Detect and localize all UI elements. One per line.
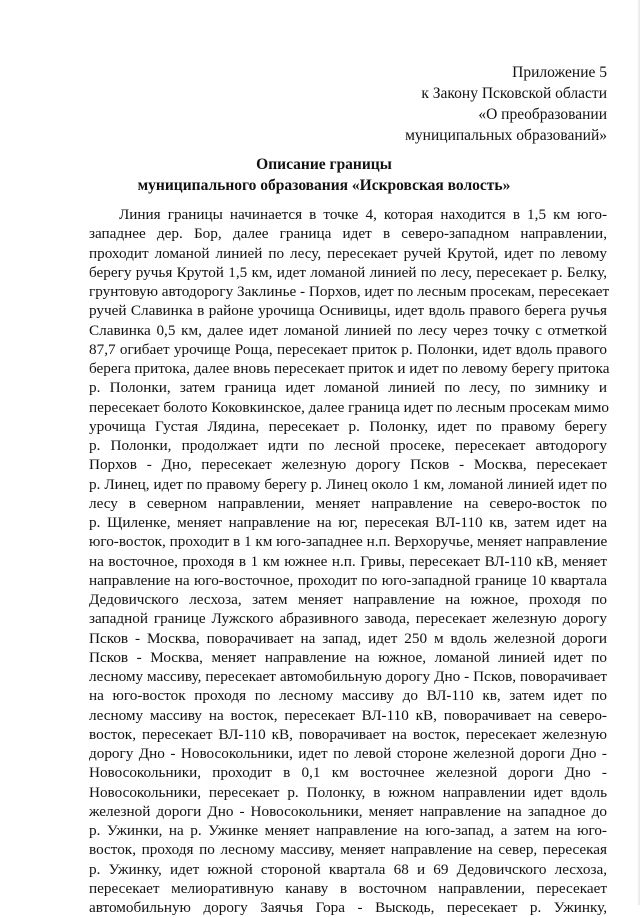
text-line: ручей Славинка в районе урочища Оснивицы, идет вдоль правого берега ручья (89, 302, 607, 320)
text-line: на юго-восток проходя по лесному массиву до ВЛ-110 кв, затем идет по (89, 687, 607, 705)
appendix-header (307, 62, 607, 146)
text-line: Псков - Москва, поворачивает на запад, идет 250 м вдоль железной дороги (89, 629, 607, 647)
text-line: р. Щиленке, меняет направление на юг, пересекая ВЛ-110 кв, затем идет на (89, 514, 607, 531)
text-line: Новосокольники, пересекает р. Полонку, в южном направлении идет вдоль (89, 783, 607, 801)
boundary-description (89, 205, 610, 917)
text-line: грунтовую автодорогу Заклинье - Порхов, идет по лесным просекам, пересекает (89, 283, 610, 300)
text-line: Новосокольники, проходит в 0,1 км восточнее железной дороги Дно - (89, 764, 607, 782)
text-line: 87,7 огибает урочище Роща, пересекает приток р. Полонки, идет вдоль правого (89, 340, 607, 358)
text-line: проходит ломаной линией по лесу, пересекает ручей Крутой, идет по левому (89, 244, 607, 262)
text-line: восток, пересекает ВЛ-110 кВ, поворачивает на восток, пересекает железную (89, 725, 607, 743)
title-line-2: муниципального образования «Искровская волость» (137, 177, 511, 194)
text-line: р. Полонки, затем граница идет ломаной линией по лесу, по зимнику и (89, 379, 607, 397)
text-line: Линия границы начинается в точке 4, которая находится в 1,5 км юго- (119, 206, 607, 223)
text-line: западнее дер. Бор, далее граница идет в северо-западном направлении, (89, 225, 607, 243)
text-line: Дедовичского лесхоза, затем меняет направление на южное, проходя по (89, 591, 607, 608)
appendix-line: Приложение 5 (512, 64, 607, 81)
text-line: на восточное, проходя в 1 км южнее н.п. Гривы, пересекает ВЛ-110 кВ, меняет (89, 552, 607, 570)
appendix-line: муниципальных образований» (405, 127, 607, 144)
text-line: пересекает мелиоративную канаву в восточном направлении, пересекает (89, 879, 607, 897)
text-line: юго-восток, проходит в 1 км юго-западнее н.п. Верхоручье, меняет направление (89, 533, 608, 551)
text-line: урочища Густая Лядина, пересекает р. Полонку, идет по правому берегу (89, 417, 607, 435)
text-line: Славинка 0,5 км, далее идет ломаной линией по лесу через точку с отметкой (89, 321, 607, 339)
text-line: берега притока, далее вновь пересекает приток и идет по левому берегу притока (89, 360, 610, 377)
text-line: автомобильную дорогу Заячья Гора - Выскодь, пересекает р. Ужинку, (89, 899, 607, 916)
text-line: Порхов - Дно, пересекает железную дорогу Псков - Москва, пересекает (89, 456, 607, 474)
appendix-line: к Закону Псковской области (421, 85, 607, 102)
text-line: дорогу Дно - Новосокольники, идет по левой стороне железной дороги Дно - (89, 745, 607, 762)
text-line: р. Полонки, продолжает идти по лесной просеке, пересекает автодорогу (89, 437, 607, 454)
text-line: пересекает болото Коковкинское, далее граница идет по лесным просекам мимо (89, 398, 609, 416)
text-line: Псков - Москва, меняет направление на южное, ломаной линией идет по (89, 648, 607, 666)
document-title (60, 154, 588, 196)
text-line: лесу в северном направлении, меняет направление на северо-восток по (89, 494, 607, 512)
text-line: р. Линец, идет по правому берегу р. Линец около 1 км, ломаной линией идет по (89, 475, 607, 493)
text-line: берегу ручья Крутой 1,5 км, идет ломаной линией по лесу, пересекает р. Белку, (89, 263, 607, 281)
text-line: лесному массиву на восток, пересекает ВЛ-110 кВ, поворачивает на северо- (89, 706, 607, 724)
text-line: направление на юго-восточное, проходит по юго-западной границе 10 квартала (89, 571, 607, 589)
text-line: железной дороги Дно - Новосокольники, меняет направление на западное до (89, 802, 607, 820)
text-line: западной границе Лужского абразивного завода, пересекает железную дорогу (89, 610, 607, 628)
text-line: р. Ужинки, на р. Ужинке меняет направление на юго-запад, а затем на юго- (89, 822, 607, 839)
title-line-1: Описание границы (256, 156, 392, 173)
text-line: лесному массиву, пересекает автомобильную дорогу Дно - Псков, поворачивает (89, 668, 607, 685)
text-line: восток, проходя по лесному массиву, меняет направление на север, пересекая (89, 841, 607, 859)
text-line: р. Ужинку, идет южной стороной квартала 68 и 69 Дедовичского лесхоза, (89, 860, 607, 878)
appendix-line: «О преобразовании (478, 106, 607, 123)
